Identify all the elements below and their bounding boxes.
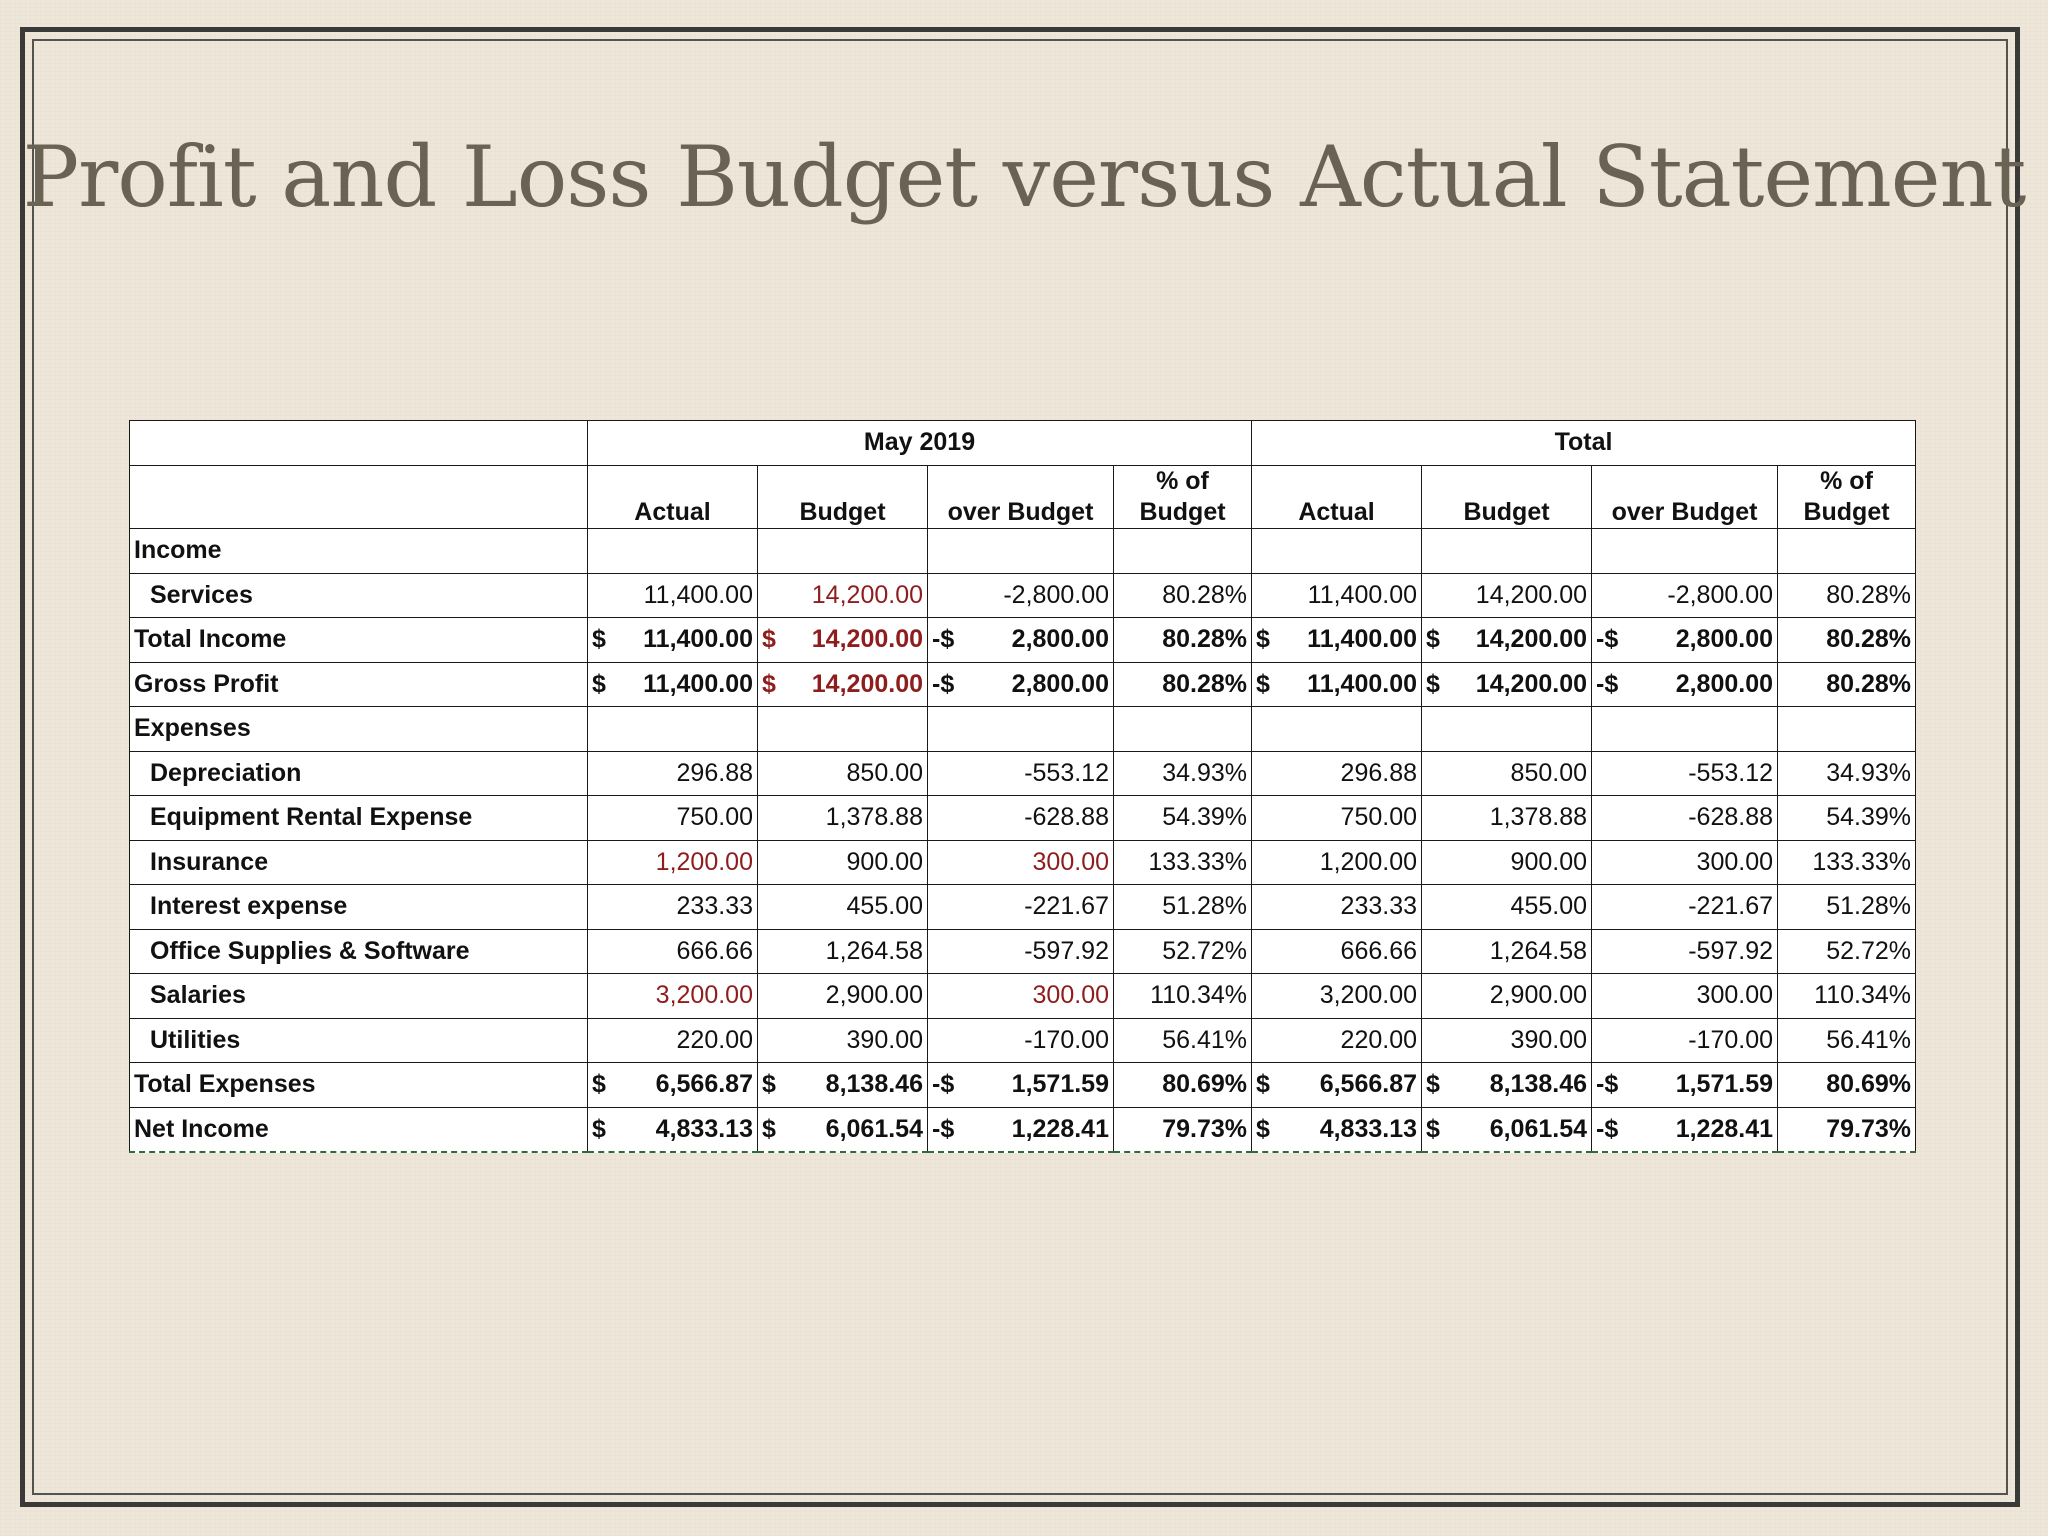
currency-prefix: $ <box>592 1114 606 1143</box>
cell-amount: 80.28% <box>1162 669 1248 698</box>
cell-value <box>758 751 928 796</box>
cell-value <box>928 751 1114 796</box>
cell-value <box>588 707 758 752</box>
cell-amount: 666.66 <box>1340 936 1418 965</box>
cell-value <box>1778 796 1916 841</box>
row-label: Gross Profit <box>130 662 588 707</box>
cell-value <box>1114 751 1252 796</box>
cell-amount: 8,138.46 <box>1489 1070 1588 1099</box>
cell-value <box>928 974 1114 1019</box>
cell-amount: 6,566.87 <box>1319 1070 1418 1099</box>
cell-value <box>758 974 928 1019</box>
cell-value <box>1252 662 1422 707</box>
cell-value <box>758 618 928 663</box>
cell-amount: 54.39% <box>1826 803 1912 832</box>
currency-prefix: -$ <box>932 1070 955 1099</box>
cell-amount: 4,833.13 <box>1319 1114 1418 1143</box>
cell-value <box>1114 529 1252 574</box>
column-header-line2: Budget <box>1463 497 1550 526</box>
row-label: Net Income <box>130 1107 588 1152</box>
header-columns-row <box>130 465 1916 529</box>
table-row <box>130 796 1916 841</box>
cell-value <box>1778 929 1916 974</box>
cell-value <box>1778 662 1916 707</box>
slide-title: Profit and Loss Budget versus Actual Statement <box>22 128 2026 226</box>
column-header-line2: over Budget <box>947 497 1094 526</box>
cell-value <box>928 573 1114 618</box>
cell-amount: 6,061.54 <box>1489 1114 1588 1143</box>
column-header-line2: Budget <box>799 497 886 526</box>
cell-amount: 51.28% <box>1162 892 1248 921</box>
cell-value <box>1422 885 1592 930</box>
cell-value <box>1422 662 1592 707</box>
cell-value <box>1422 929 1592 974</box>
column-header <box>928 465 1114 529</box>
header-corner <box>130 421 588 466</box>
currency-prefix: -$ <box>1596 1070 1619 1099</box>
cell-amount: 220.00 <box>1340 1025 1418 1054</box>
cell-amount: 2,900.00 <box>825 981 923 1010</box>
cell-value <box>928 618 1114 663</box>
row-label: Services <box>130 573 588 618</box>
cell-value <box>1422 707 1592 752</box>
pl-table <box>129 420 1916 1153</box>
cell-amount: 1,264.58 <box>1489 936 1588 965</box>
pl-table-body <box>130 529 1916 1152</box>
cell-value <box>1592 929 1778 974</box>
cell-amount: 6,061.54 <box>825 1114 923 1143</box>
row-label: Insurance <box>130 840 588 885</box>
cell-value <box>1252 974 1422 1019</box>
header-label-blank <box>130 465 588 529</box>
cell-amount: 233.33 <box>676 892 753 921</box>
cell-amount: -2,800.00 <box>1003 580 1109 609</box>
cell-amount: 296.88 <box>676 758 753 787</box>
cell-amount: -553.12 <box>1024 758 1109 787</box>
cell-amount: 2,800.00 <box>1011 669 1109 698</box>
cell-value <box>1252 885 1422 930</box>
cell-value <box>588 662 758 707</box>
column-header <box>588 465 758 529</box>
cell-value <box>1778 618 1916 663</box>
table-row <box>130 1018 1916 1063</box>
column-header <box>1592 465 1778 529</box>
cell-amount: 11,400.00 <box>1307 580 1418 609</box>
cell-value <box>1778 707 1916 752</box>
cell-amount: 296.88 <box>1340 758 1418 787</box>
column-header <box>1422 465 1592 529</box>
row-label: Income <box>130 529 588 574</box>
cell-amount: 455.00 <box>1510 892 1588 921</box>
cell-value <box>758 1063 928 1108</box>
cell-value <box>1592 573 1778 618</box>
currency-prefix: $ <box>1256 1070 1270 1099</box>
column-header <box>1114 465 1252 529</box>
currency-prefix: $ <box>1256 669 1270 698</box>
cell-amount: 1,228.41 <box>1675 1114 1774 1143</box>
cell-value <box>1778 1107 1916 1152</box>
header-group-total: Total <box>1252 421 1916 466</box>
currency-prefix: $ <box>1426 669 1440 698</box>
column-header-line2: Budget <box>1803 497 1890 526</box>
cell-amount: 80.69% <box>1826 1070 1912 1099</box>
cell-value <box>928 796 1114 841</box>
cell-value <box>1422 1063 1592 1108</box>
cell-amount: 233.33 <box>1340 892 1418 921</box>
cell-amount: 79.73% <box>1162 1114 1248 1143</box>
cell-value <box>1592 1107 1778 1152</box>
currency-prefix: $ <box>592 669 606 698</box>
cell-value <box>1592 840 1778 885</box>
cell-amount: 79.73% <box>1826 1114 1912 1143</box>
column-header-line2: Budget <box>1139 497 1226 526</box>
cell-amount: 51.28% <box>1826 892 1912 921</box>
cell-amount: 56.41% <box>1162 1025 1248 1054</box>
cell-amount: 14,200.00 <box>1475 625 1588 654</box>
cell-value <box>1114 929 1252 974</box>
currency-prefix: $ <box>1256 1114 1270 1143</box>
cell-amount: -221.67 <box>1024 892 1109 921</box>
cell-value <box>1778 885 1916 930</box>
cell-amount: 900.00 <box>1510 847 1588 876</box>
cell-value <box>1592 885 1778 930</box>
cell-value <box>1422 529 1592 574</box>
currency-prefix: $ <box>762 669 776 698</box>
cell-amount: 4,833.13 <box>655 1114 753 1143</box>
cell-amount: 52.72% <box>1826 936 1912 965</box>
section-row <box>130 529 1916 574</box>
cell-value <box>588 885 758 930</box>
cell-amount: 300.00 <box>1032 981 1109 1010</box>
cell-amount: 300.00 <box>1032 847 1109 876</box>
column-header-line2: over Budget <box>1611 497 1758 526</box>
cell-amount: 850.00 <box>846 758 923 787</box>
cell-value <box>1252 618 1422 663</box>
cell-value <box>588 618 758 663</box>
cell-amount: 11,400.00 <box>643 580 753 609</box>
column-header-line1: % of <box>1156 466 1209 495</box>
table-row <box>130 929 1916 974</box>
cell-amount: 300.00 <box>1696 847 1774 876</box>
currency-prefix: $ <box>592 625 606 654</box>
cell-amount: 11,400.00 <box>643 669 753 698</box>
cell-value <box>1778 974 1916 1019</box>
cell-amount: 80.28% <box>1162 625 1248 654</box>
cell-amount: -221.67 <box>1688 892 1774 921</box>
cell-amount: 1,228.41 <box>1011 1114 1109 1143</box>
cell-amount: 750.00 <box>676 803 753 832</box>
cell-amount: 220.00 <box>676 1025 753 1054</box>
cell-value <box>1252 1018 1422 1063</box>
section-row <box>130 707 1916 752</box>
cell-value <box>588 840 758 885</box>
currency-prefix: -$ <box>932 1114 955 1143</box>
cell-value <box>1422 974 1592 1019</box>
cell-value <box>928 707 1114 752</box>
cell-amount: 1,200.00 <box>1319 847 1418 876</box>
cell-value <box>1592 751 1778 796</box>
cell-value <box>928 1063 1114 1108</box>
total-row <box>130 1063 1916 1108</box>
cell-value <box>758 1107 928 1152</box>
cell-amount: -628.88 <box>1688 803 1774 832</box>
cell-value <box>1422 796 1592 841</box>
cell-value <box>588 573 758 618</box>
column-header-line2: Actual <box>634 497 711 526</box>
cell-value <box>1252 529 1422 574</box>
cell-amount: -2,800.00 <box>1667 580 1774 609</box>
cell-value <box>1592 662 1778 707</box>
cell-amount: 14,200.00 <box>811 669 923 698</box>
cell-amount: 900.00 <box>846 847 923 876</box>
cell-value <box>588 929 758 974</box>
cell-value <box>1592 796 1778 841</box>
cell-amount: 455.00 <box>846 892 923 921</box>
cell-value <box>928 885 1114 930</box>
cell-amount: -170.00 <box>1024 1025 1109 1054</box>
total-row <box>130 618 1916 663</box>
cell-value <box>758 529 928 574</box>
cell-amount: 133.33% <box>1148 847 1248 876</box>
cell-value <box>928 929 1114 974</box>
cell-value <box>1114 707 1252 752</box>
cell-amount: 14,200.00 <box>811 580 923 609</box>
cell-value <box>928 1107 1114 1152</box>
cell-value <box>588 529 758 574</box>
cell-amount: 2,800.00 <box>1675 669 1774 698</box>
cell-amount: 110.34% <box>1814 981 1912 1010</box>
cell-amount: 54.39% <box>1162 803 1248 832</box>
cell-value <box>588 1018 758 1063</box>
cell-value <box>1114 1063 1252 1108</box>
cell-value <box>1778 840 1916 885</box>
cell-amount: 1,264.58 <box>825 936 923 965</box>
total-row <box>130 662 1916 707</box>
cell-value <box>1778 529 1916 574</box>
cell-value <box>1422 1018 1592 1063</box>
cell-amount: 14,200.00 <box>811 625 923 654</box>
cell-amount: 14,200.00 <box>1475 669 1588 698</box>
cell-amount: 390.00 <box>1510 1025 1588 1054</box>
cell-value <box>1114 618 1252 663</box>
cell-value <box>1778 1063 1916 1108</box>
currency-prefix: $ <box>1426 1114 1440 1143</box>
row-label: Office Supplies & Software <box>130 929 588 974</box>
table-row <box>130 885 1916 930</box>
cell-amount: 300.00 <box>1696 981 1774 1010</box>
row-label: Interest expense <box>130 885 588 930</box>
currency-prefix: -$ <box>1596 669 1619 698</box>
row-label: Equipment Rental Expense <box>130 796 588 841</box>
cell-amount: 34.93% <box>1826 758 1912 787</box>
cell-value <box>1592 707 1778 752</box>
cell-value <box>758 796 928 841</box>
column-header-line1: % of <box>1820 466 1873 495</box>
cell-amount: 1,571.59 <box>1675 1070 1774 1099</box>
cell-value <box>1252 751 1422 796</box>
cell-value <box>928 840 1114 885</box>
column-header-line2: Actual <box>1298 497 1375 526</box>
cell-amount: 1,378.88 <box>1489 803 1588 832</box>
cell-amount: -553.12 <box>1688 758 1774 787</box>
row-label: Salaries <box>130 974 588 1019</box>
cell-value <box>1422 1107 1592 1152</box>
currency-prefix: $ <box>1426 625 1440 654</box>
cell-value <box>1114 840 1252 885</box>
cell-value <box>758 707 928 752</box>
cell-amount: 666.66 <box>676 936 753 965</box>
cell-amount: 80.28% <box>1826 580 1912 609</box>
header-group-may-2019: May 2019 <box>588 421 1252 466</box>
cell-amount: 2,800.00 <box>1011 625 1109 654</box>
currency-prefix: -$ <box>932 669 955 698</box>
row-label: Utilities <box>130 1018 588 1063</box>
cell-amount: 11,400.00 <box>1307 669 1418 698</box>
cell-value <box>588 1063 758 1108</box>
cell-value <box>758 1018 928 1063</box>
cell-value <box>1252 573 1422 618</box>
currency-prefix: -$ <box>932 625 955 654</box>
cell-amount: 750.00 <box>1340 803 1418 832</box>
cell-value <box>1592 974 1778 1019</box>
column-header <box>758 465 928 529</box>
row-label: Depreciation <box>130 751 588 796</box>
table-row <box>130 840 1916 885</box>
cell-value <box>1114 573 1252 618</box>
cell-value <box>1114 796 1252 841</box>
cell-amount: 56.41% <box>1826 1025 1912 1054</box>
cell-value <box>1592 1018 1778 1063</box>
cell-amount: 80.28% <box>1826 625 1912 654</box>
cell-amount: 80.69% <box>1162 1070 1248 1099</box>
cell-value <box>758 885 928 930</box>
cell-value <box>588 751 758 796</box>
row-label: Total Expenses <box>130 1063 588 1108</box>
cell-value <box>1422 840 1592 885</box>
cell-value <box>758 929 928 974</box>
cell-amount: 1,200.00 <box>655 847 753 876</box>
cell-value <box>1778 751 1916 796</box>
cell-amount: 14,200.00 <box>1475 580 1588 609</box>
cell-amount: 11,400.00 <box>643 625 753 654</box>
cell-value <box>1114 885 1252 930</box>
cell-value <box>1252 707 1422 752</box>
cell-amount: 8,138.46 <box>825 1070 923 1099</box>
cell-amount: 80.28% <box>1162 580 1248 609</box>
pl-table-container <box>129 420 1916 1153</box>
cell-amount: 1,378.88 <box>825 803 923 832</box>
table-row <box>130 751 1916 796</box>
cell-value <box>1592 618 1778 663</box>
cell-amount: 110.34% <box>1150 981 1248 1010</box>
currency-prefix: $ <box>762 1114 776 1143</box>
cell-amount: 34.93% <box>1162 758 1248 787</box>
cell-value <box>1114 1107 1252 1152</box>
cell-amount: 11,400.00 <box>1307 625 1418 654</box>
currency-prefix: $ <box>1256 625 1270 654</box>
cell-value <box>928 1018 1114 1063</box>
cell-value <box>1592 1063 1778 1108</box>
table-row <box>130 573 1916 618</box>
table-row <box>130 974 1916 1019</box>
currency-prefix: $ <box>592 1070 606 1099</box>
currency-prefix: -$ <box>1596 1114 1619 1143</box>
cell-value <box>1422 618 1592 663</box>
cell-amount: 3,200.00 <box>1319 981 1418 1010</box>
cell-amount: -628.88 <box>1024 803 1109 832</box>
cell-value <box>1252 840 1422 885</box>
cell-value <box>928 662 1114 707</box>
cell-value <box>1252 796 1422 841</box>
cell-value <box>588 974 758 1019</box>
cell-amount: 3,200.00 <box>655 981 753 1010</box>
cell-value <box>1252 929 1422 974</box>
total-row <box>130 1107 1916 1152</box>
cell-value <box>758 662 928 707</box>
cell-amount: -597.92 <box>1024 936 1109 965</box>
column-header <box>1778 465 1916 529</box>
cell-amount: -597.92 <box>1688 936 1774 965</box>
cell-amount: 6,566.87 <box>655 1070 753 1099</box>
cell-value <box>1252 1063 1422 1108</box>
cell-value <box>1252 1107 1422 1152</box>
row-label: Expenses <box>130 707 588 752</box>
currency-prefix: $ <box>1426 1070 1440 1099</box>
cell-value <box>588 796 758 841</box>
cell-amount: 2,900.00 <box>1489 981 1588 1010</box>
cell-amount: 80.28% <box>1826 669 1912 698</box>
cell-value <box>588 1107 758 1152</box>
cell-value <box>1778 1018 1916 1063</box>
currency-prefix: $ <box>762 625 776 654</box>
cell-value <box>1114 662 1252 707</box>
currency-prefix: -$ <box>1596 625 1619 654</box>
cell-amount: 390.00 <box>846 1025 923 1054</box>
cell-amount: 2,800.00 <box>1675 625 1774 654</box>
row-label: Total Income <box>130 618 588 663</box>
cell-value <box>1778 573 1916 618</box>
cell-value <box>1422 573 1592 618</box>
cell-amount: 1,571.59 <box>1011 1070 1109 1099</box>
cell-amount: 52.72% <box>1162 936 1248 965</box>
cell-value <box>1592 529 1778 574</box>
cell-value <box>758 840 928 885</box>
cell-value <box>1114 1018 1252 1063</box>
cell-value <box>1422 751 1592 796</box>
header-group-row <box>130 421 1916 466</box>
cell-value <box>928 529 1114 574</box>
cell-amount: 133.33% <box>1812 847 1912 876</box>
currency-prefix: $ <box>762 1070 776 1099</box>
cell-amount: -170.00 <box>1688 1025 1774 1054</box>
cell-value <box>758 573 928 618</box>
cell-amount: 850.00 <box>1510 758 1588 787</box>
column-header <box>1252 465 1422 529</box>
cell-value <box>1114 974 1252 1019</box>
